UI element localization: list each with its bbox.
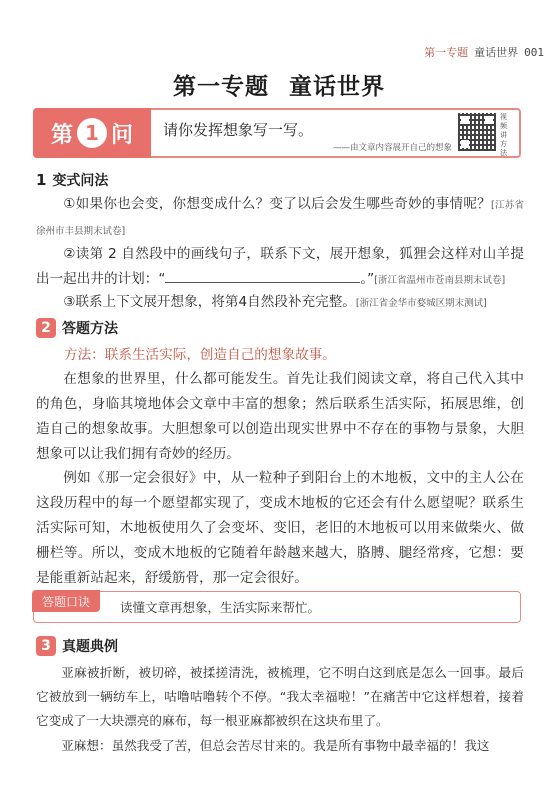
method-statement: 方法：联系生活实际，创造自己的想象故事。 — [64, 347, 336, 363]
variant-question-2 — [36, 242, 524, 293]
section-1-heading — [36, 170, 108, 190]
mnemonic-box — [33, 591, 521, 623]
qr-label: 视频讲方法 — [500, 113, 507, 157]
variant-question-1-text: ①如果你也会变，你想变成什么？变了以后会发生哪些奇妙的事情呢？ — [63, 196, 492, 212]
variant-question-2-source: [浙江省温州市苍南县期末试卷] — [374, 275, 506, 286]
section-2-number: 2 — [36, 318, 56, 338]
method-paragraph-1: 在想象的世界里，什么都可能发生。首先让我们阅读文章，将自己代入其中的角色，身临其境地体会文章中丰富的想象；然后联系生活实际，拓展思维，创造自己的想象故事。大胆想象可以创造出现实世界中不存在的事物与景象，大胆想象可以让我们拥有奇妙的经历。 — [36, 371, 524, 462]
running-header — [424, 44, 544, 60]
page-number: 001 — [524, 45, 544, 59]
section-3-number: 3 — [36, 636, 56, 656]
variant-question-3-text: ③联系上下文展开想象，将第4自然段补充完整。 — [63, 294, 356, 310]
section-2-heading — [36, 318, 118, 338]
variant-question-2-end: 。” — [360, 271, 375, 287]
mnemonic-text: 读懂文章再想象，生活实际来帮忙。 — [120, 600, 321, 615]
example-paragraph-1: 亚麻被折断，被切碎，被揉搓清洗，被梳理，它不明白这到底是怎么一回事。最后它被放到一辆纺车上，咕噜咕噜转个不停。“我太幸福啦！”在痛苦中它这样想着，接着它变成了一大块漂亮的麻布，每一根亚麻都被织在这块布里了。 — [36, 665, 524, 728]
chapter-name: 童话世界 — [289, 74, 385, 100]
question-tag-left: 第 — [50, 122, 73, 148]
question-banner — [33, 108, 521, 158]
running-header-topic: 第一专题 — [424, 46, 469, 59]
section-1-title: 变式问法 — [52, 173, 109, 189]
method-paragraph-2: 例如《那一定会很好》中，从一粒种子到阳台上的木地板，文中的主人公在这段历程中的每一个愿望都实现了，变成木地板的它还会有什么愿望呢？联系生活实际可知，木地板使用久了会变坏、变旧，老旧的木地板可以用来做柴火、做栅栏等。所以，变成木地板的它随着年龄越来越大，胳膊、腿经常疼，它想：要是能重新站起来，舒缓筋骨，那一定会很好。 — [36, 470, 524, 586]
variant-question-3-source: [浙江省金华市婺城区期末测试] — [355, 298, 487, 309]
question-subnote: ——由文章内容展开自己的想象 — [333, 143, 453, 153]
chapter-title — [0, 68, 558, 101]
section-3-title: 真题典例 — [62, 639, 118, 655]
variant-question-2-text: ②读第 2 自然段中的画线句子，联系下文，展开想象，狐狸会这样对山羊提出一起出井的计划：“ — [36, 246, 524, 287]
question-number: 1 — [77, 118, 107, 148]
chapter-part: 第一专题 — [173, 74, 269, 100]
section-3-heading — [36, 636, 118, 656]
answer-blank[interactable] — [165, 268, 360, 283]
section-1-number: 1 — [36, 171, 47, 189]
qr-code-icon[interactable] — [458, 113, 496, 151]
variant-question-1-source: [江苏省徐州市丰县期末试卷] — [36, 200, 524, 237]
question-text: 请你发挥想象写一写。 — [163, 121, 314, 139]
mnemonic-label: 答题口诀 — [32, 590, 100, 612]
question-tag — [33, 108, 151, 158]
variant-question-1 — [36, 192, 524, 244]
example-paragraph-2: 亚麻想：虽然我受了苦，但总会苦尽甘来的。我是所有事物中最幸福的！我这 — [61, 738, 490, 753]
variant-question-3 — [36, 290, 524, 316]
section-2-title: 答题方法 — [62, 321, 118, 337]
running-header-title: 童话世界 — [474, 46, 519, 59]
question-tag-right: 问 — [111, 122, 134, 148]
